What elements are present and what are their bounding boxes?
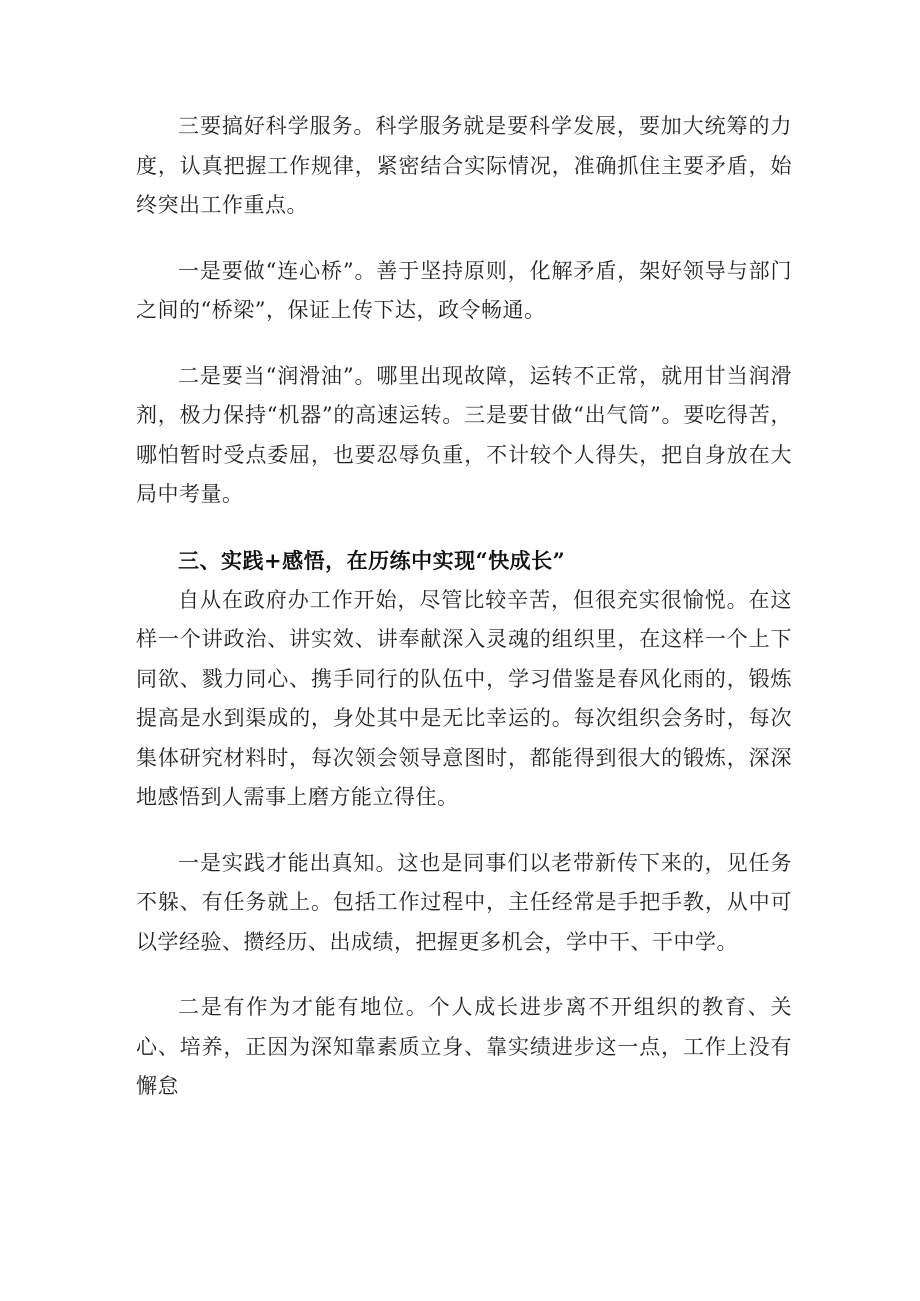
paragraph-practice-knowledge: 一是实践才能出真知。这也是同事们以老带新传下来的，见任务不躲、有任务就上。包括工作过程中，主任经常是手把手教，从中可以学经验、攒经历、出成绩，把握更多机会，学中干、干中学。 xyxy=(136,850,792,954)
paragraph-lubricant: 二是要当“润滑油”。哪里出现故障，运转不正常，就用甘当润滑剂，极力保持“机器”的高速运转。三是要甘做“出气筒”。要吃得苦，哪怕暂时受点委屈，也要忍辱负重，不计较个人得失，把自身放在大局中考量。 xyxy=(136,363,792,506)
paragraph-science-service: 三要搞好科学服务。科学服务就是要科学发展，要加大统筹的力度，认真把握工作规律，紧密结合实际情况，准确抓住主要矛盾，始终突出工作重点。 xyxy=(136,114,792,217)
paragraph-bridge: 一是要做“连心桥”。善于坚持原则，化解矛盾，架好领导与部门之间的“桥梁”，保证上传下达，政令畅通。 xyxy=(136,258,792,322)
document-page xyxy=(136,107,792,1107)
paragraph-achievement-status: 二是有作为才能有地位。个人成长进步离不开组织的教育、关心、培养，正因为深知靠素质立身、靠实绩进步这一点，工作上没有懈怠 xyxy=(136,995,792,1098)
section-heading-practice: 三、实践+感悟，在历练中实现“快成长” xyxy=(178,547,566,573)
paragraph-government-office: 自从在政府办工作开始，尽管比较辛苦，但很充实很愉悦。在这样一个讲政治、讲实效、讲奉献深入灵魂的组织里，在这样一个上下同欲、戮力同心、携手同行的队伍中，学习借鉴是春风化雨的，锻炼提高是水到渠成的，身处其中是无比幸运的。每次组织会务时，每次集体研究材料时，每次领会领导意图时，都能得到很大的锻炼，深深地感悟到人需事上磨方能立得住。 xyxy=(136,587,792,809)
